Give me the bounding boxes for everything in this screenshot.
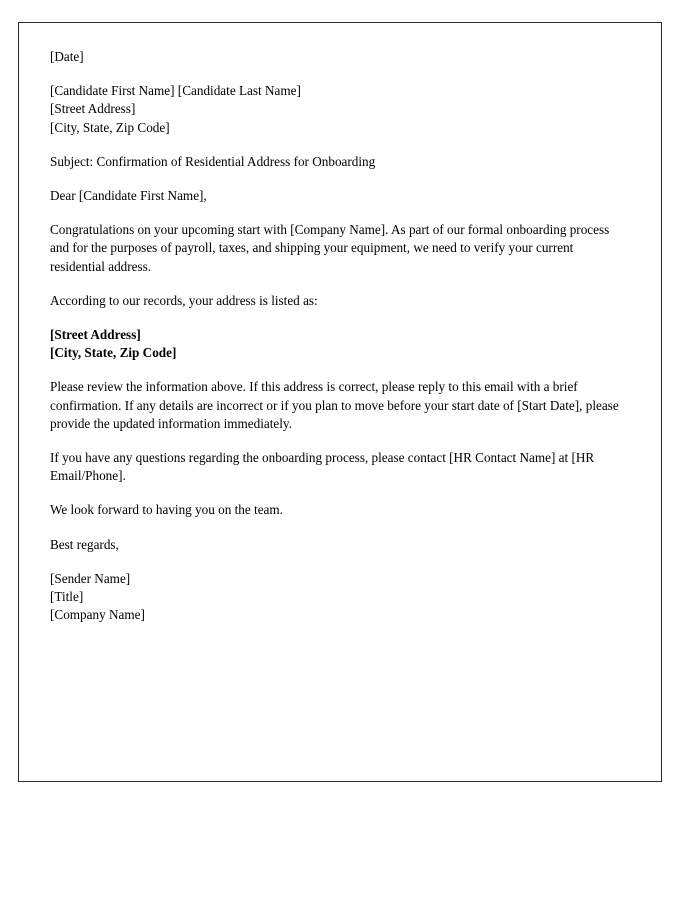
paragraph-intro: Congratulations on your upcoming start with [Company Name]. As part of our formal onboarding process and for the purposes of payroll, taxes, and shipping your equipment, we need to verify your current residential address. xyxy=(50,222,610,274)
signature-block xyxy=(50,570,622,625)
recipient-address-block xyxy=(50,82,622,137)
address-on-record-block xyxy=(50,326,622,362)
signature-title: [Title] xyxy=(50,589,84,605)
signature-sender-name: [Sender Name] xyxy=(50,570,131,586)
address-on-record-city-state-zip: [City, State, Zip Code] xyxy=(50,345,177,361)
salutation: Dear [Candidate First Name], xyxy=(50,188,207,204)
letter-page-border xyxy=(18,22,662,782)
sign-off: Best regards, xyxy=(50,536,119,552)
subject-line: Subject: Confirmation of Residential Address for Onboarding xyxy=(50,153,376,169)
paragraph-questions: If you have any questions regarding the onboarding process, please contact [HR Contact Name] at [HR Email/Phone]. xyxy=(50,450,595,484)
paragraph-closing-sentiment: We look forward to having you on the team. xyxy=(50,502,283,518)
address-on-record-street: [Street Address] xyxy=(50,327,141,343)
signature-company: [Company Name] xyxy=(50,607,145,623)
date-placeholder: [Date] xyxy=(50,49,84,64)
paragraph-records-lead-in: According to our records, your address is listed as: xyxy=(50,292,318,308)
recipient-street-line: [Street Address] xyxy=(50,101,136,117)
letter-content xyxy=(50,48,622,624)
recipient-name-line: [Candidate First Name] [Candidate Last Name] xyxy=(50,83,301,99)
paragraph-review-request: Please review the information above. If this address is correct, please reply to this email with a brief confirmation. If any details are incorrect or if you plan to move before your start date of [Start Date], please provide the updated information immediately. xyxy=(50,379,619,431)
recipient-city-state-zip-line: [City, State, Zip Code] xyxy=(50,119,170,135)
